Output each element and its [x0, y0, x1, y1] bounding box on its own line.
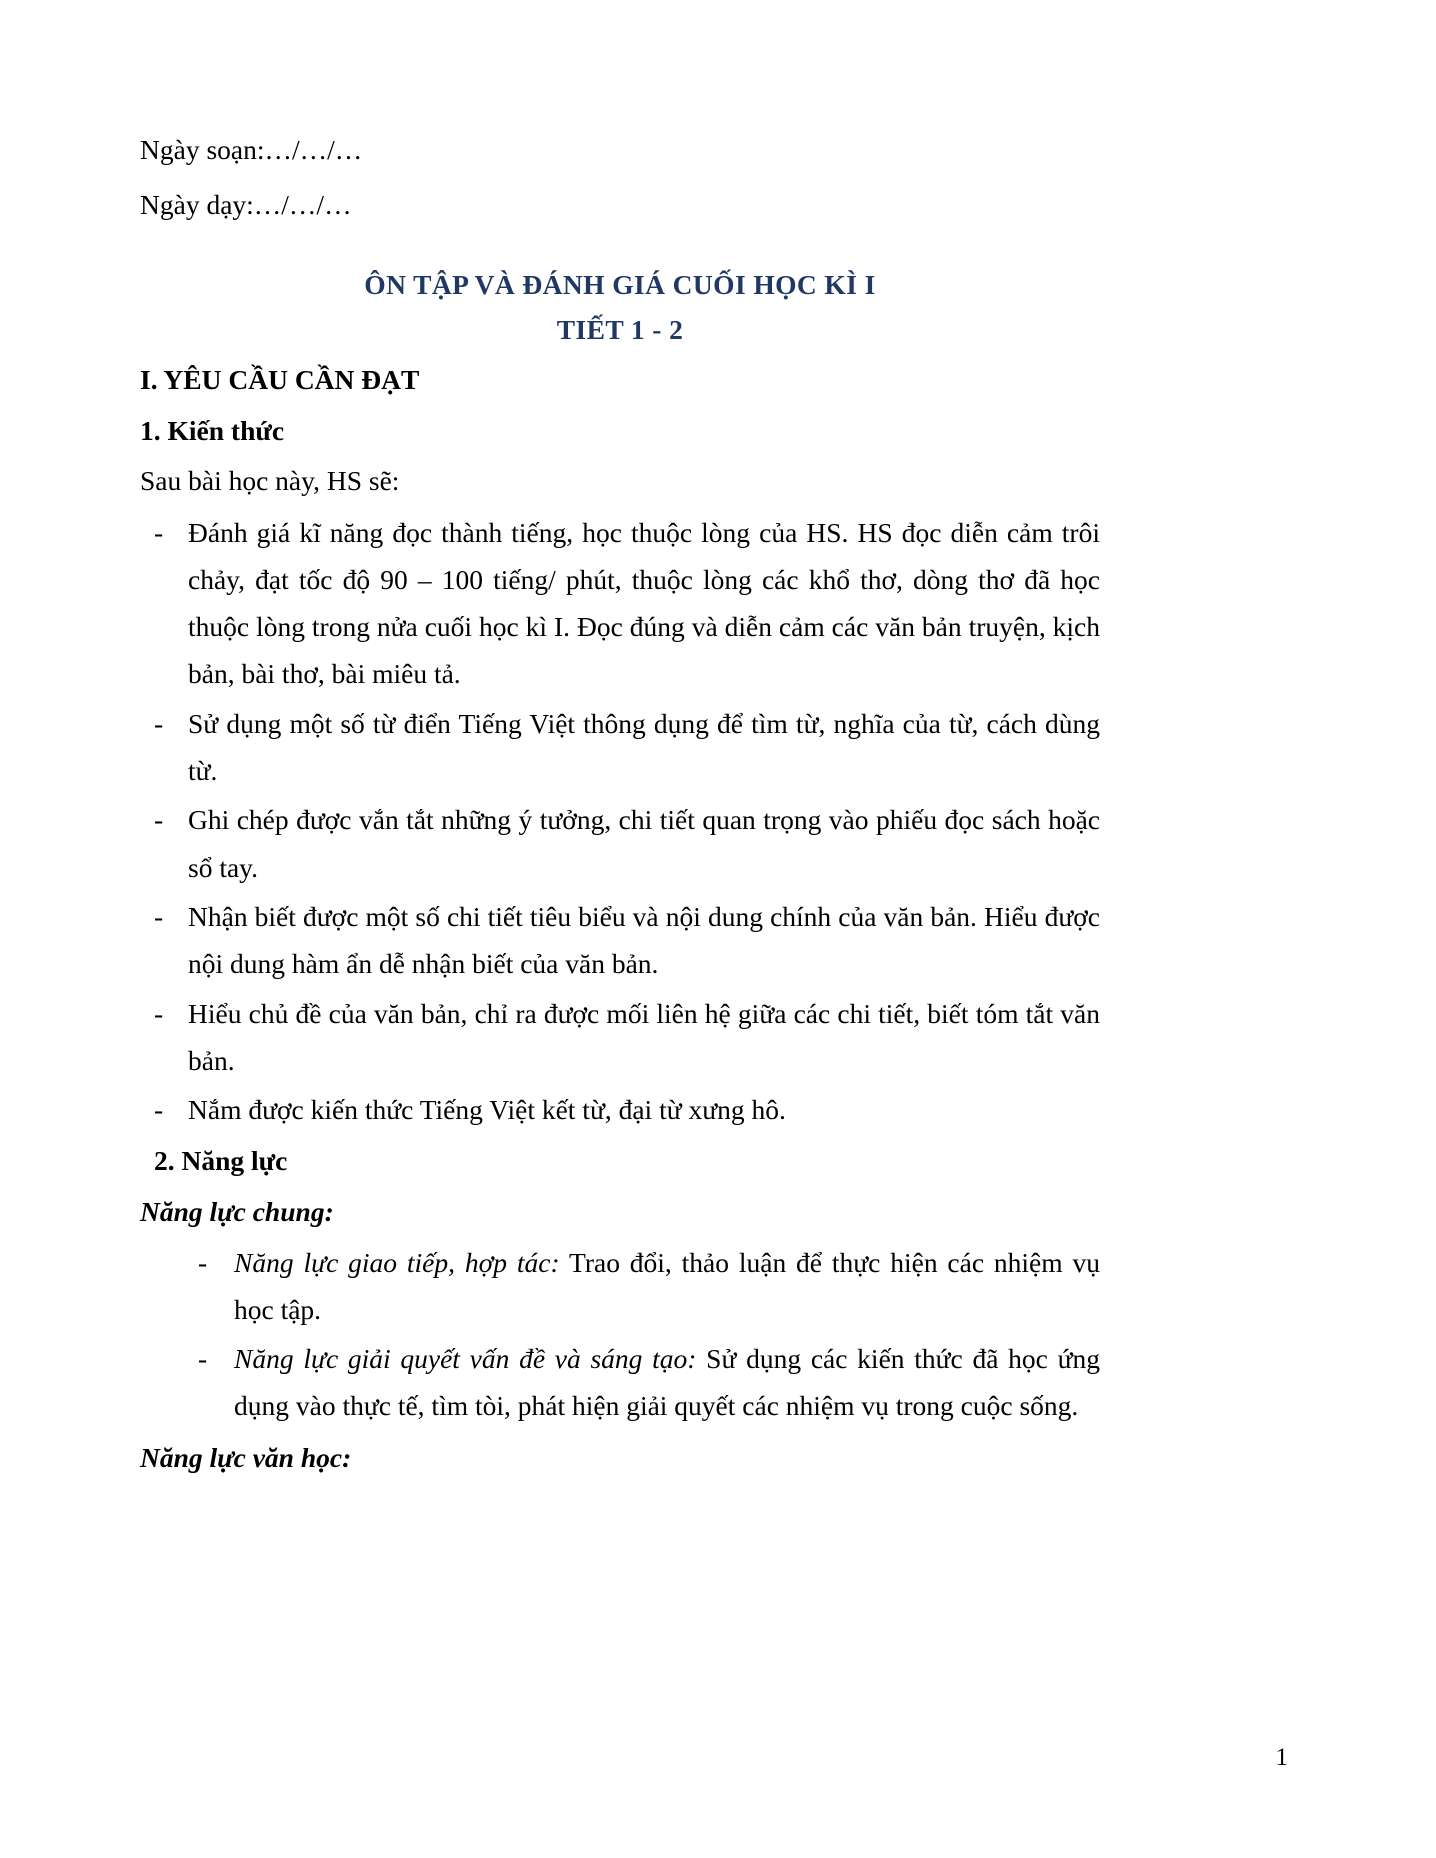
page-number: 1: [1275, 1744, 1288, 1771]
list-item-text: Trao đổi, thảo luận để thực hiện các nhiệm vụ học tập.: [234, 1246, 1100, 1325]
spacer-above-title: [140, 237, 1100, 263]
list-item-text: Ghi chép được vắn tắt những ý tưởng, chi tiết quan trọng vào phiếu đọc sách hoặc sổ tay.: [188, 804, 1100, 883]
heading-nang-luc-van-hoc: Năng lực văn học:: [140, 1441, 352, 1473]
list-item: [140, 1335, 1100, 1430]
list-item-text: Đánh giá kĩ năng đọc thành tiếng, học thuộc lòng của HS. HS đọc diễn cảm trôi chảy, đạt tốc độ 90 – 100 tiếng/ phút, thuộc lòng các khổ thơ, dòng thơ đã học thuộc lòng trong nửa cuối học kì I. Đọc đúng và diễn cảm các văn bản truyện, kịch bản, bài thơ, bài miêu tả.: [188, 516, 1100, 690]
bullet-dash-icon: -: [154, 516, 164, 548]
competence-general-bullet-list: [140, 1239, 1100, 1430]
bullet-dash-icon: -: [154, 707, 164, 739]
date-day-line: Ngày dạy:…/…/…: [140, 188, 352, 220]
heading-nang-luc-chung: Năng lực chung:: [140, 1195, 334, 1227]
list-item-label: Năng lực giao tiếp, hợp tác:: [234, 1246, 560, 1278]
intro-paragraph: Sau bài học này, HS sẽ:: [140, 465, 400, 497]
document-content: [140, 128, 1100, 1480]
list-item-text: Nắm được kiến thức Tiếng Việt kết từ, đại từ xưng hô.: [188, 1094, 786, 1126]
heading-yeu-cau-can-dat: I. YÊU CẦU CẦN ĐẠT: [140, 364, 420, 396]
list-item: [140, 796, 1100, 891]
list-item-label: Năng lực giải quyết vấn đề và sáng tạo:: [234, 1343, 697, 1375]
bullet-dash-icon: -: [154, 804, 164, 836]
list-item: [140, 1239, 1100, 1334]
list-item-text: Sử dụng các kiến thức đã học ứng dụng vào thực tế, tìm tòi, phát hiện giải quyết các nhiệm vụ trong cuộc sống.: [234, 1343, 1100, 1422]
list-item-text: Nhận biết được một số chi tiết tiêu biểu và nội dung chính của văn bản. Hiểu được nội dung hàm ẩn dễ nhận biết của văn bản.: [188, 900, 1100, 980]
list-item-text: Sử dụng một số từ điển Tiếng Việt thông dụng để tìm từ, nghĩa của từ, cách dùng từ.: [188, 707, 1100, 787]
knowledge-bullet-list: [140, 509, 1100, 1134]
list-item: [140, 700, 1100, 795]
bullet-dash-icon: -: [154, 1094, 164, 1126]
date-soan-line: Ngày soạn:…/…/…: [140, 134, 363, 165]
list-item: [140, 893, 1100, 988]
list-item: [140, 1086, 1100, 1133]
bullet-dash-icon: -: [154, 997, 164, 1029]
page-title: ÔN TẬP VÀ ĐÁNH GIÁ CUỐI HỌC KÌ I: [364, 269, 876, 301]
bullet-dash-icon: -: [198, 1343, 208, 1375]
list-item: [140, 509, 1100, 698]
list-item: [140, 990, 1100, 1085]
bullet-dash-icon: -: [154, 900, 164, 932]
bullet-dash-icon: -: [198, 1246, 208, 1278]
heading-nang-luc: 2. Năng lực: [154, 1145, 288, 1177]
list-item-text: Hiểu chủ đề của văn bản, chỉ ra được mối liên hệ giữa các chi tiết, biết tóm tắt văn bản.: [188, 997, 1100, 1076]
heading-kien-thuc: 1. Kiến thức: [140, 414, 285, 446]
page-subtitle: TIẾT 1 - 2: [556, 313, 684, 345]
